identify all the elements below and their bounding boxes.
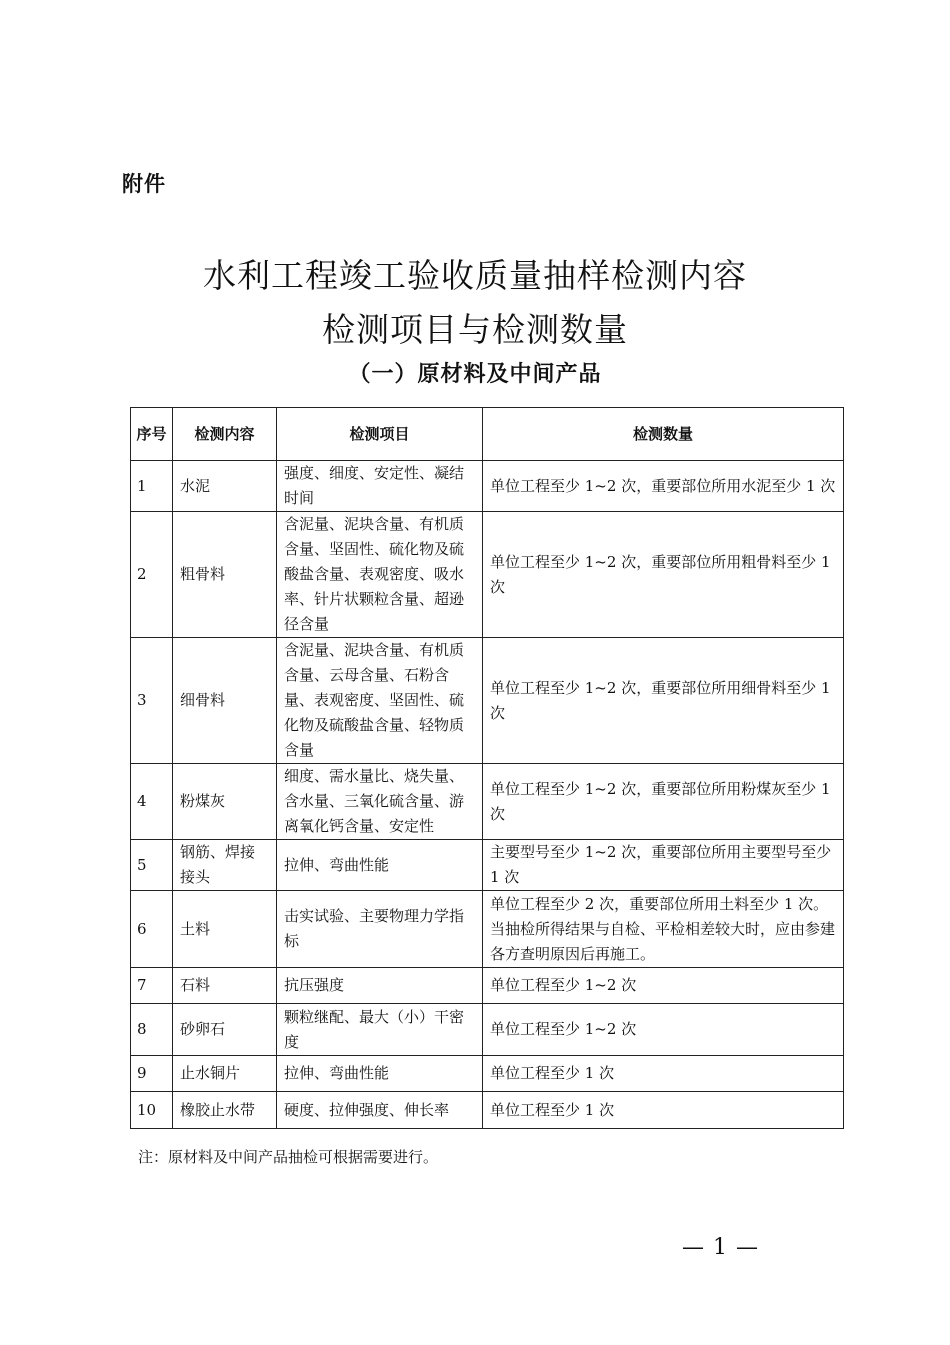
cell-items: 强度、细度、安定性、凝结时间 bbox=[277, 461, 483, 512]
cell-content: 水泥 bbox=[173, 461, 277, 512]
table-row bbox=[131, 638, 844, 764]
cell-items: 细度、需水量比、烧失量、含水量、三氧化硫含量、游离氧化钙含量、安定性 bbox=[277, 764, 483, 840]
table-header-row bbox=[131, 408, 844, 461]
cell-seq: 6 bbox=[131, 891, 173, 968]
cell-quantity: 单位工程至少 1~2 次，重要部位所用水泥至少 1 次 bbox=[483, 461, 844, 512]
cell-quantity: 单位工程至少 2 次，重要部位所用土料至少 1 次。当抽检所得结果与自检、平检相差较大时，应由参建各方查明原因后再施工。 bbox=[483, 891, 844, 968]
cell-seq: 8 bbox=[131, 1004, 173, 1056]
cell-items: 颗粒继配、最大（小）干密度 bbox=[277, 1004, 483, 1056]
cell-quantity: 单位工程至少 1 次 bbox=[483, 1092, 844, 1129]
cell-seq: 3 bbox=[131, 638, 173, 764]
cell-content: 砂卵石 bbox=[173, 1004, 277, 1056]
cell-quantity: 单位工程至少 1~2 次，重要部位所用粗骨料至少 1 次 bbox=[483, 512, 844, 638]
cell-quantity: 单位工程至少 1~2 次，重要部位所用粉煤灰至少 1 次 bbox=[483, 764, 844, 840]
table-row bbox=[131, 512, 844, 638]
cell-items: 拉伸、弯曲性能 bbox=[277, 840, 483, 891]
table-row bbox=[131, 968, 844, 1004]
table-row bbox=[131, 840, 844, 891]
table-row bbox=[131, 461, 844, 512]
document-title-line1: 水利工程竣工验收质量抽样检测内容 bbox=[203, 256, 747, 295]
cell-content: 橡胶止水带 bbox=[173, 1092, 277, 1129]
table-row bbox=[131, 1004, 844, 1056]
cell-items: 硬度、拉伸强度、伸长率 bbox=[277, 1092, 483, 1129]
cell-seq: 9 bbox=[131, 1056, 173, 1092]
cell-seq: 1 bbox=[131, 461, 173, 512]
cell-seq: 4 bbox=[131, 764, 173, 840]
cell-quantity: 单位工程至少 1~2 次 bbox=[483, 1004, 844, 1056]
header-quantity: 检测数量 bbox=[483, 408, 844, 461]
header-items: 检测项目 bbox=[277, 408, 483, 461]
cell-content: 粉煤灰 bbox=[173, 764, 277, 840]
page-number: — 1 — bbox=[682, 1235, 759, 1260]
cell-content: 钢筋、焊接接头 bbox=[173, 840, 277, 891]
table-row bbox=[131, 891, 844, 968]
attachment-label: 附件 bbox=[122, 172, 166, 196]
table-row bbox=[131, 1092, 844, 1129]
cell-items: 拉伸、弯曲性能 bbox=[277, 1056, 483, 1092]
cell-quantity: 单位工程至少 1~2 次 bbox=[483, 968, 844, 1004]
cell-seq: 2 bbox=[131, 512, 173, 638]
table-row bbox=[131, 1056, 844, 1092]
cell-seq: 5 bbox=[131, 840, 173, 891]
header-seq: 序号 bbox=[131, 408, 173, 461]
cell-items: 击实试验、主要物理力学指标 bbox=[277, 891, 483, 968]
cell-items: 抗压强度 bbox=[277, 968, 483, 1004]
cell-quantity: 单位工程至少 1 次 bbox=[483, 1056, 844, 1092]
cell-items: 含泥量、泥块含量、有机质含量、坚固性、硫化物及硫酸盐含量、表观密度、吸水率、针片状颗粒含量、超逊径含量 bbox=[277, 512, 483, 638]
section-subtitle: （一）原材料及中间产品 bbox=[348, 362, 602, 387]
table-note: 注：原材料及中间产品抽检可根据需要进行。 bbox=[138, 1148, 439, 1166]
header-content: 检测内容 bbox=[173, 408, 277, 461]
cell-content: 粗骨料 bbox=[173, 512, 277, 638]
cell-items: 含泥量、泥块含量、有机质含量、云母含量、石粉含量、表观密度、坚固性、硫化物及硫酸盐含量、轻物质含量 bbox=[277, 638, 483, 764]
cell-seq: 10 bbox=[131, 1092, 173, 1129]
cell-seq: 7 bbox=[131, 968, 173, 1004]
document-title-line2: 检测项目与检测数量 bbox=[322, 310, 628, 349]
cell-content: 止水铜片 bbox=[173, 1056, 277, 1092]
cell-content: 石料 bbox=[173, 968, 277, 1004]
table-row bbox=[131, 764, 844, 840]
cell-quantity: 主要型号至少 1~2 次，重要部位所用主要型号至少 1 次 bbox=[483, 840, 844, 891]
cell-content: 土料 bbox=[173, 891, 277, 968]
cell-content: 细骨料 bbox=[173, 638, 277, 764]
inspection-table bbox=[130, 407, 844, 1129]
cell-quantity: 单位工程至少 1~2 次，重要部位所用细骨料至少 1 次 bbox=[483, 638, 844, 764]
